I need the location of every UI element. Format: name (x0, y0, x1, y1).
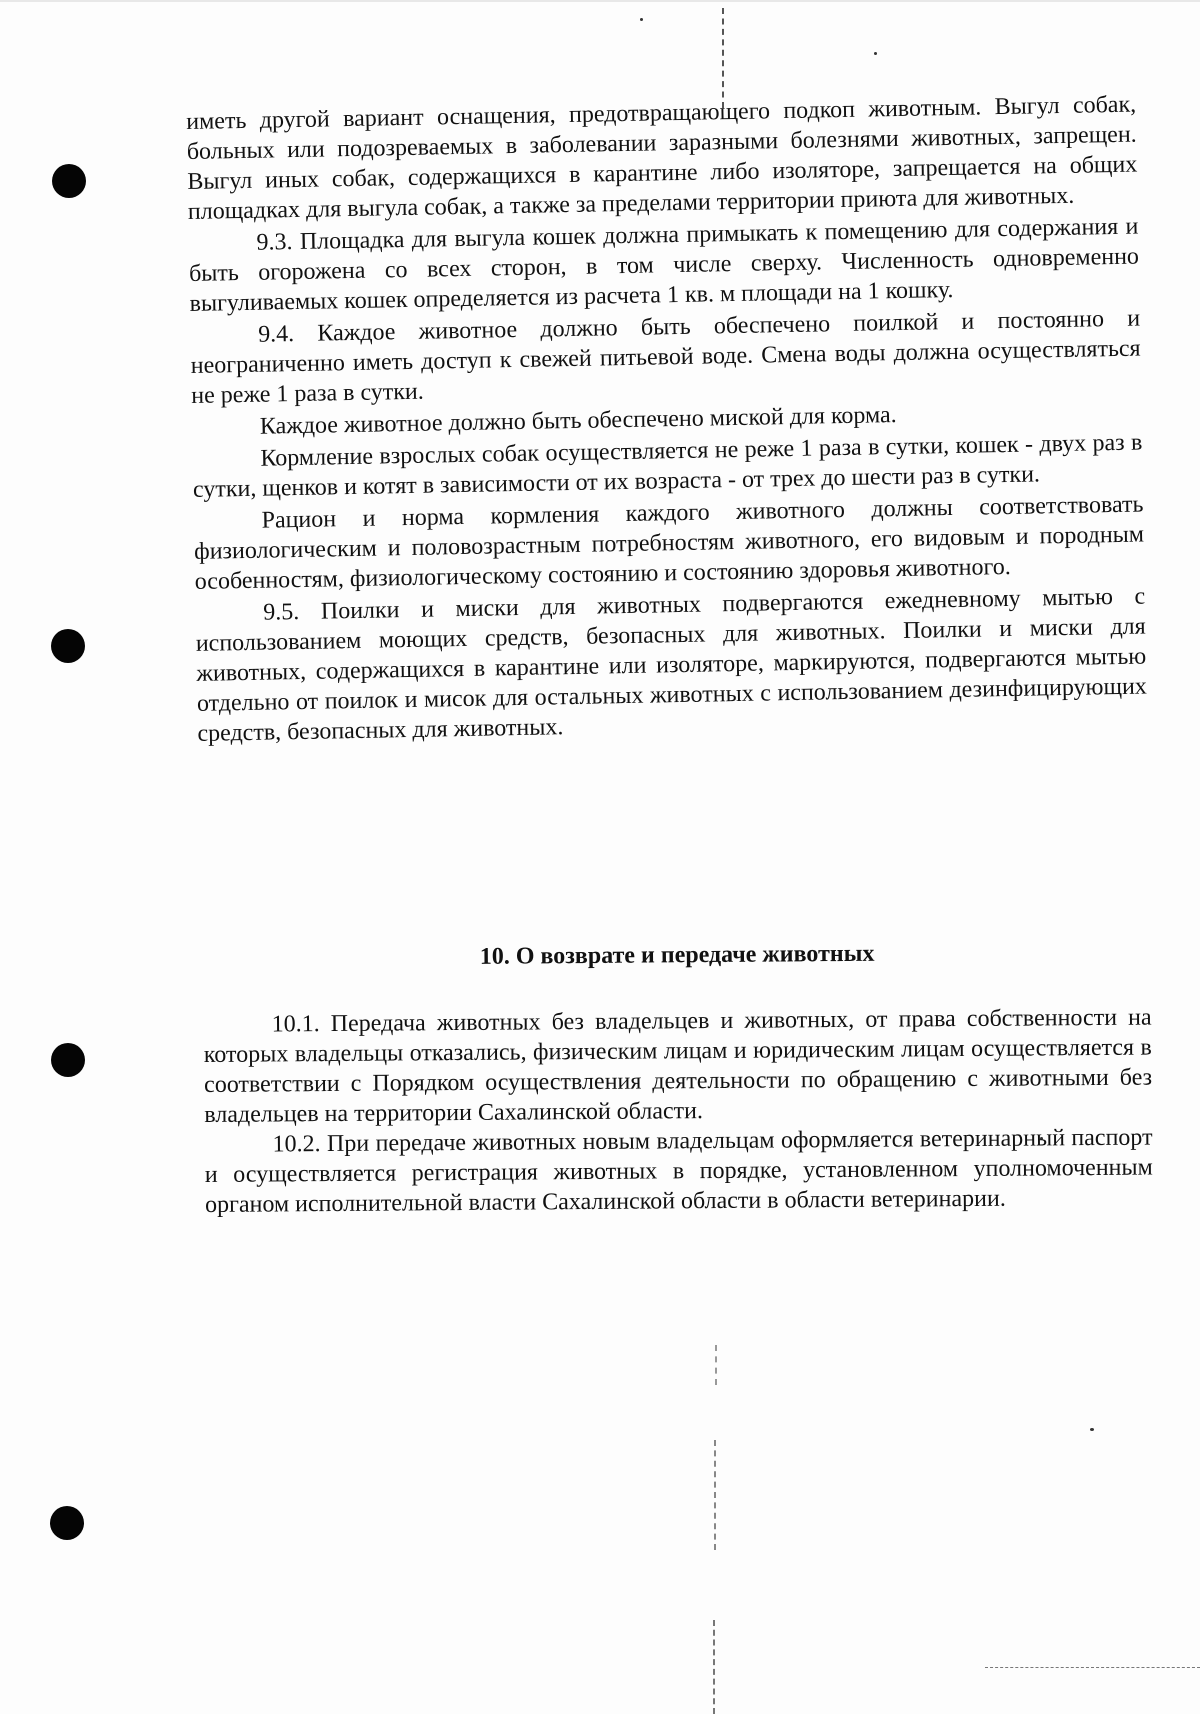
fold-line-bottom (713, 1620, 715, 1714)
section-10 (203, 937, 1153, 1220)
paragraph-feeding: Кормление взрослых собак осуществляется не реже 1 раза в сутки, кошек - двух раз в сутки, щенков и котят в зависимости от их возраста - от трех до шести раз в сутки. (192, 429, 1143, 503)
punch-hole-3 (51, 1043, 85, 1077)
fold-line-mid (715, 1345, 717, 1385)
paragraph-bowl: Каждое животное должно быть обеспечено миской для корма. (259, 402, 897, 440)
fold-line-low (714, 1440, 716, 1550)
document-body (186, 90, 1148, 749)
section-10-heading: 10. О возврате и передаче животных (479, 940, 875, 970)
speck-2 (640, 18, 643, 21)
paragraph-10-2: 10.2. При передаче животных новым владельцам оформляется ветеринарный паспорт и осуществляется регистрация животных в порядке, установленном уполномоченным органом исполнительной власти Сахалинской области в области ветеринарии. (204, 1124, 1153, 1218)
paragraph-9-3: 9.3. Площадка для выгула кошек должна примыкать к помещению для содержания и быть огорожена со всех сторон, в том числе сверху. Численность одновременно выгуливаемых кошек определяется из расчета 1 кв. м площади на 1 кошку. (188, 213, 1140, 317)
page-top-edge (0, 0, 1200, 2)
punch-hole-2 (51, 629, 85, 663)
bottom-edge-mark (985, 1667, 1200, 1668)
speck-3 (1090, 1428, 1094, 1431)
paragraph-9-4: 9.4. Каждое животное должно быть обеспечено поилкой и постоянно и неограниченно иметь доступ к свежей питьевой воде. Смена воды должна осуществляться не реже 1 раза в сутки. (190, 305, 1141, 409)
paragraph-9-5: 9.5. Поилки и миски для животных подвергаются ежедневному мытью с использованием моющих средств, безопасных для животных. Поилки и миски для животных, содержащихся в карантине или изоляторе, маркируются, подвергаются мытью отдельно от поилок и мисок для остальных животных с использованием дезинфицирующих средств, безопасных для животных. (195, 583, 1148, 747)
fold-line-top (722, 8, 724, 108)
paragraph-ration: Рацион и норма кормления каждого животного должны соответствовать физиологическим и половозрастным потребностям животного, его видовым и породным особенностям, физиологическому состоянию и состоянию здоровья животного. (193, 491, 1145, 595)
paragraph-10-1: 10.1. Передача животных без владельцев и животных, от права собственности на которых владельцы отказались, физическим лицам и юридическим лицам осуществляется в соответствии с Порядком осуществления деятельности по обращению с животными без владельцев на территории Сахалинской области. (203, 1004, 1153, 1128)
punch-hole-1 (52, 164, 86, 198)
punch-hole-4 (50, 1506, 84, 1540)
paragraph-9-2-cont: иметь другой вариант оснащения, предотвращающего подкоп животным. Выгул собак, больных или подозреваемых в заболевании заразными болезнями животных, запрещен. Выгул иных собак, содержащихся в карантине либо изоляторе, запрещается на общих площадках для выгула собак, а также за пределами территории приюта для животных. (186, 91, 1138, 225)
speck-1 (874, 52, 877, 55)
